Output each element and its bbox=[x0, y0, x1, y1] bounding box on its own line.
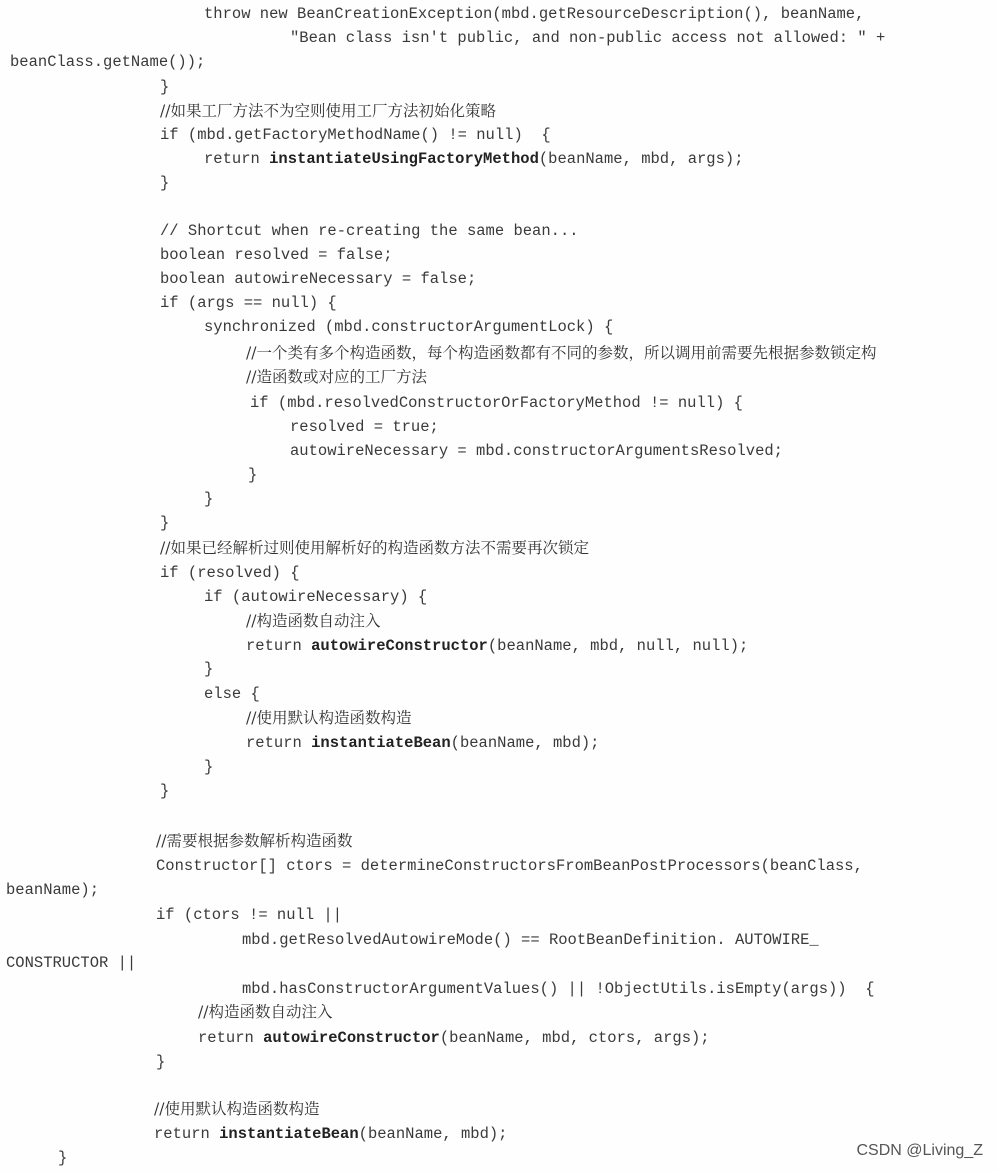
code-line: CONSTRUCTOR || bbox=[6, 954, 137, 972]
code-comment: //构造函数自动注入 bbox=[198, 1003, 333, 1021]
method-name: instantiateBean bbox=[219, 1125, 359, 1143]
code-line: } bbox=[248, 466, 258, 484]
code-line: } bbox=[204, 660, 214, 678]
code-comment: //如果工厂方法不为空则使用工厂方法初始化策略 bbox=[160, 102, 496, 120]
code-line: boolean resolved = false; bbox=[160, 246, 393, 264]
method-name: autowireConstructor bbox=[311, 637, 488, 655]
code-comment: //构造函数自动注入 bbox=[246, 612, 381, 630]
code-line: if (ctors != null || bbox=[156, 906, 343, 924]
code-line: return autowireConstructor(beanName, mbd, null, null); bbox=[246, 637, 749, 655]
code-line: resolved = true; bbox=[290, 418, 439, 436]
code-line: Constructor[] ctors = determineConstructorsFromBeanPostProcessors(beanClass, bbox=[156, 857, 863, 875]
code-comment: //需要根据参数解析构造函数 bbox=[156, 832, 353, 850]
code-comment: //造函数或对应的工厂方法 bbox=[246, 368, 427, 386]
code-line: if (mbd.resolvedConstructorOrFactoryMethod != null) { bbox=[250, 394, 743, 412]
code-line: throw new BeanCreationException(mbd.getResourceDescription(), beanName, bbox=[204, 5, 865, 23]
code-line: return instantiateUsingFactoryMethod(beanName, mbd, args); bbox=[204, 150, 744, 168]
code-line: } bbox=[58, 1149, 68, 1167]
code-line: if (mbd.getFactoryMethodName() != null) { bbox=[160, 126, 551, 144]
code-line: return instantiateBean(beanName, mbd); bbox=[246, 734, 600, 752]
code-line: synchronized (mbd.constructorArgumentLock) { bbox=[204, 318, 614, 336]
code-comment: //一个类有多个构造函数，每个构造函数都有不同的参数，所以调用前需要先根据参数锁定构 bbox=[246, 344, 877, 362]
code-line: if (autowireNecessary) { bbox=[204, 588, 428, 606]
code-line: } bbox=[156, 1053, 166, 1071]
method-name: instantiateBean bbox=[311, 734, 451, 752]
code-line: autowireNecessary = mbd.constructorArgumentsResolved; bbox=[290, 442, 783, 460]
code-line: beanClass.getName()); bbox=[10, 53, 206, 71]
code-line: return instantiateBean(beanName, mbd); bbox=[154, 1125, 508, 1143]
code-line: return autowireConstructor(beanName, mbd, ctors, args); bbox=[198, 1029, 710, 1047]
code-line: } bbox=[160, 78, 170, 96]
method-name: autowireConstructor bbox=[263, 1029, 440, 1047]
code-line: else { bbox=[204, 685, 260, 703]
code-line: } bbox=[160, 174, 170, 192]
code-line: if (args == null) { bbox=[160, 294, 337, 312]
code-line: } bbox=[204, 490, 214, 508]
code-comment: //使用默认构造函数构造 bbox=[246, 709, 412, 727]
code-line: if (resolved) { bbox=[160, 564, 300, 582]
code-comment: //如果已经解析过则使用解析好的构造函数方法不需要再次锁定 bbox=[160, 539, 589, 557]
code-comment: //使用默认构造函数构造 bbox=[154, 1100, 320, 1118]
code-line: mbd.getResolvedAutowireMode() == RootBeanDefinition. AUTOWIRE_ bbox=[242, 931, 819, 949]
code-line: boolean autowireNecessary = false; bbox=[160, 270, 477, 288]
code-line: mbd.hasConstructorArgumentValues() || !ObjectUtils.isEmpty(args)) { bbox=[242, 980, 875, 998]
code-line: "Bean class isn't public, and non-public access not allowed: " + bbox=[290, 29, 886, 47]
code-line: beanName); bbox=[6, 881, 100, 899]
method-name: instantiateUsingFactoryMethod bbox=[269, 150, 539, 168]
code-line: } bbox=[204, 758, 214, 776]
code-comment: // Shortcut when re-creating the same bean... bbox=[160, 222, 579, 240]
csdn-watermark: CSDN @Living_Z bbox=[856, 1142, 983, 1159]
code-line: } bbox=[160, 514, 170, 532]
code-line: } bbox=[160, 782, 170, 800]
